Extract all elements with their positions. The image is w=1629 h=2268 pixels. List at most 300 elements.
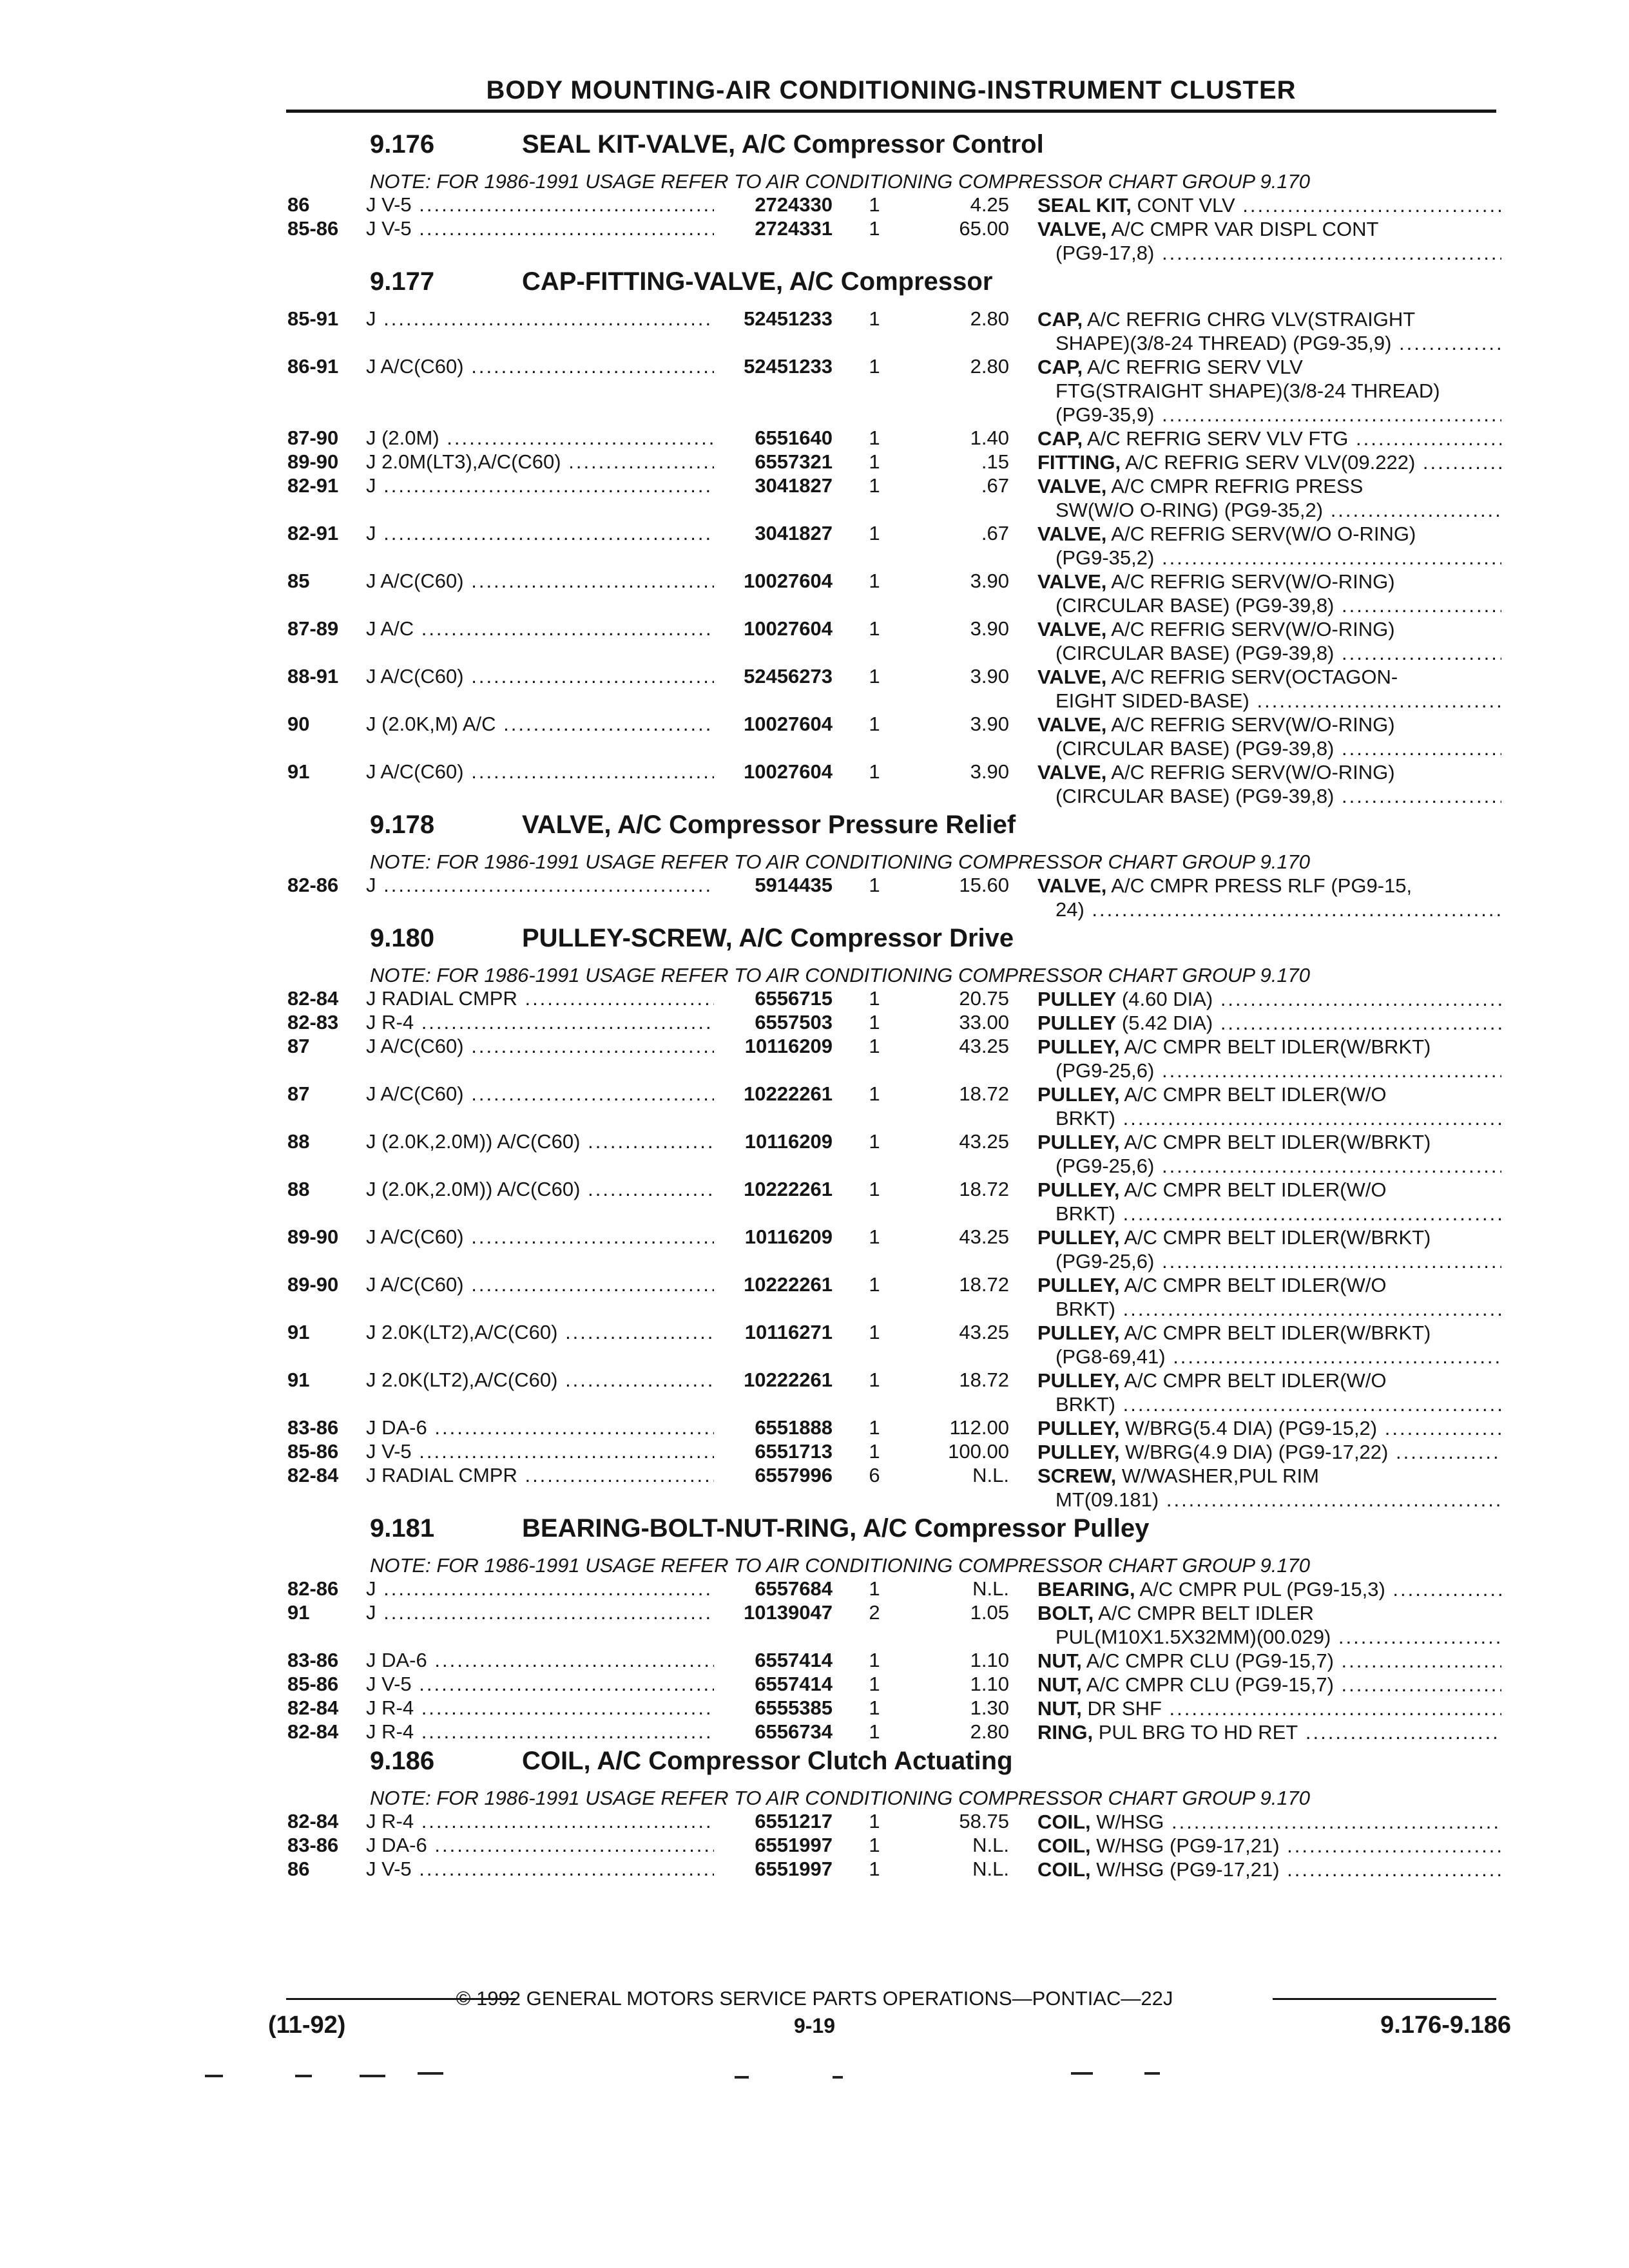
model-years: 83-86 xyxy=(287,1649,339,1671)
quantity: 1 xyxy=(869,1130,880,1153)
part-desc: W/BRG(5.4 DIA) (PG9-15,2) xyxy=(1125,1417,1378,1439)
part-row xyxy=(0,450,1629,474)
part-desc: A/C CMPR BELT IDLER(W/BRKT) xyxy=(1124,1035,1431,1058)
quantity: 1 xyxy=(869,1321,880,1343)
part-name: SEAL KIT, xyxy=(1037,194,1132,216)
model-years: 82-86 xyxy=(287,874,339,896)
description-line xyxy=(1037,617,1501,641)
description-line xyxy=(1037,1321,1501,1345)
part-row xyxy=(0,1178,1629,1225)
quantity: 1 xyxy=(869,355,880,378)
quantity: 1 xyxy=(869,1440,880,1463)
part-number: 10116209 xyxy=(744,1225,833,1248)
price: 3.90 xyxy=(970,665,1009,687)
section-note xyxy=(0,170,1629,193)
quantity: 1 xyxy=(869,760,880,783)
section-note xyxy=(0,850,1629,874)
part-desc: A/C CMPR CLU (PG9-15,7) xyxy=(1086,1673,1334,1696)
part-name: VALVE, xyxy=(1037,618,1107,640)
part-number: 10027604 xyxy=(744,570,833,592)
description xyxy=(1037,427,1501,450)
usage: J A/C(C60) ..... xyxy=(366,665,714,689)
model-years: 87-89 xyxy=(287,617,339,640)
part-row xyxy=(0,665,1629,713)
part-number: 6555385 xyxy=(755,1696,833,1719)
model-years: 89-90 xyxy=(287,450,339,473)
description-line xyxy=(1037,1440,1501,1464)
model-years: 83-86 xyxy=(287,1834,339,1856)
section-name: CAP-FITTING-VALVE, A/C Compressor xyxy=(522,267,993,296)
model-years: 86-91 xyxy=(287,355,339,378)
quantity: 1 xyxy=(869,1834,880,1856)
quantity: 1 xyxy=(869,665,880,687)
part-number: 6556734 xyxy=(755,1720,833,1743)
part-row xyxy=(0,1035,1629,1082)
part-number: 6557503 xyxy=(755,1011,833,1033)
description xyxy=(1037,1810,1501,1834)
price: 1.10 xyxy=(970,1673,1009,1695)
usage: J A/C(C60) ..... xyxy=(366,1035,714,1059)
note-text: NOTE: FOR 1986-1991 USAGE REFER TO AIR CONDITIONING COMPRESSOR CHART GROUP 9.170 xyxy=(370,964,1311,986)
usage: J V-5 ..... xyxy=(366,1858,714,1881)
part-desc: A/C CMPR PRESS RLF (PG9-15, xyxy=(1111,874,1412,897)
part-number: 10222261 xyxy=(744,1369,833,1391)
model-years: 85-91 xyxy=(287,307,339,330)
part-row xyxy=(0,1225,1629,1273)
description-continued: (PG9-35,2) ..... xyxy=(1037,546,1501,570)
model-years: 91 xyxy=(287,1601,310,1624)
model-years: 87 xyxy=(287,1082,310,1105)
description-line xyxy=(1037,427,1501,450)
quantity: 1 xyxy=(869,427,880,449)
usage: J A/C(C60) ..... xyxy=(366,355,714,379)
description-line xyxy=(1037,1673,1501,1696)
usage: J R-4 ..... xyxy=(366,1720,714,1744)
description-continued: FTG(STRAIGHT SHAPE)(3/8-24 THREAD) xyxy=(1055,380,1440,402)
price: 2.80 xyxy=(970,355,1009,378)
usage: J ..... xyxy=(366,1577,714,1601)
model-years: 87-90 xyxy=(287,427,339,449)
part-desc: PUL BRG TO HD RET xyxy=(1098,1721,1298,1744)
part-desc: W/BRG(4.9 DIA) (PG9-17,22) xyxy=(1125,1441,1389,1463)
quantity: 2 xyxy=(869,1601,880,1624)
quantity: 1 xyxy=(869,1273,880,1296)
description-line xyxy=(1037,760,1501,784)
usage: J A/C(C60) ..... xyxy=(366,570,714,593)
description-line xyxy=(1037,355,1501,379)
description xyxy=(1037,1130,1501,1178)
description-line xyxy=(1037,874,1501,898)
description xyxy=(1037,1577,1501,1601)
description-continued: MT(09.181) ..... xyxy=(1037,1488,1501,1512)
description xyxy=(1037,987,1501,1011)
part-row xyxy=(0,1464,1629,1512)
usage: J A/C(C60) ..... xyxy=(366,1225,714,1249)
part-number: 52451233 xyxy=(744,307,833,330)
quantity: 1 xyxy=(869,1416,880,1439)
part-name: FITTING, xyxy=(1037,451,1121,474)
part-row xyxy=(0,193,1629,217)
description-line xyxy=(1037,1082,1501,1106)
scan-mark xyxy=(1071,2072,1093,2075)
description-continued: (PG9-35,9) ..... xyxy=(1037,403,1501,427)
description-line xyxy=(1037,1225,1501,1249)
description-continued: BRKT) ..... xyxy=(1037,1106,1501,1130)
price: N.L. xyxy=(972,1834,1009,1856)
part-desc: A/C REFRIG SERV VLV xyxy=(1086,356,1303,378)
part-row xyxy=(0,427,1629,450)
part-name: VALVE, xyxy=(1037,666,1107,688)
scan-mark xyxy=(735,2076,749,2079)
model-years: 89-90 xyxy=(287,1273,339,1296)
parts-listing xyxy=(0,128,1629,1881)
model-years: 82-84 xyxy=(287,987,339,1010)
part-number: 10222261 xyxy=(744,1178,833,1200)
section-block xyxy=(0,808,1629,921)
part-name: VALVE, xyxy=(1037,475,1107,497)
description-line xyxy=(1037,1130,1501,1154)
part-row xyxy=(0,1601,1629,1649)
price: 3.90 xyxy=(970,570,1009,592)
part-row xyxy=(0,522,1629,570)
section-block xyxy=(0,1744,1629,1881)
section-number: 9.177 xyxy=(370,267,435,296)
usage: J V-5 ..... xyxy=(366,1440,714,1464)
section-title xyxy=(0,1512,1629,1554)
part-number: 52456273 xyxy=(744,665,833,687)
part-row xyxy=(0,987,1629,1011)
part-number: 52451233 xyxy=(744,355,833,378)
scan-mark xyxy=(418,2072,443,2075)
description-line xyxy=(1037,1720,1501,1744)
description-continued: 24) ..... xyxy=(1037,898,1501,921)
part-row xyxy=(0,1810,1629,1834)
description-line xyxy=(1037,1369,1501,1392)
part-row xyxy=(0,307,1629,355)
price: 2.80 xyxy=(970,1720,1009,1743)
description-continued: (CIRCULAR BASE) (PG9-39,8) ..... xyxy=(1037,593,1501,617)
part-name: PULLEY, xyxy=(1037,1083,1120,1106)
part-number: 2724331 xyxy=(755,217,833,240)
part-name: NUT, xyxy=(1037,1697,1082,1720)
note-text: NOTE: FOR 1986-1991 USAGE REFER TO AIR CONDITIONING COMPRESSOR CHART GROUP 9.170 xyxy=(370,170,1311,193)
description xyxy=(1037,760,1501,808)
part-name: COIL, xyxy=(1037,1834,1091,1857)
part-desc: A/C REFRIG SERV(W/O-RING) xyxy=(1111,618,1395,640)
part-desc: W/HSG xyxy=(1096,1811,1164,1833)
part-number: 10222261 xyxy=(744,1273,833,1296)
quantity: 1 xyxy=(869,1178,880,1200)
part-number: 6557414 xyxy=(755,1649,833,1671)
quantity: 1 xyxy=(869,1082,880,1105)
section-note xyxy=(0,964,1629,987)
description xyxy=(1037,1720,1501,1744)
usage: J DA-6 ..... xyxy=(366,1649,714,1673)
description xyxy=(1037,570,1501,617)
part-number: 10116209 xyxy=(744,1130,833,1153)
usage: J V-5 ..... xyxy=(366,193,714,217)
part-name: PULLEY xyxy=(1037,988,1117,1010)
price: 100.00 xyxy=(948,1440,1009,1463)
description-continued: (PG8-69,41) ..... xyxy=(1037,1345,1501,1369)
description-line xyxy=(1037,1696,1501,1720)
model-years: 88 xyxy=(287,1130,310,1153)
quantity: 1 xyxy=(869,1225,880,1248)
usage: J R-4 ..... xyxy=(366,1696,714,1720)
part-name: PULLEY, xyxy=(1037,1035,1120,1058)
part-row xyxy=(0,1082,1629,1130)
section-title xyxy=(0,1744,1629,1787)
part-name: VALVE, xyxy=(1037,218,1107,240)
quantity: 1 xyxy=(869,874,880,896)
description xyxy=(1037,1011,1501,1035)
part-number: 10116271 xyxy=(744,1321,833,1343)
usage: J A/C(C60) ..... xyxy=(366,1082,714,1106)
usage: J ..... xyxy=(366,522,714,546)
model-years: 89-90 xyxy=(287,1225,339,1248)
description-line xyxy=(1037,1273,1501,1297)
part-name: COIL, xyxy=(1037,1858,1091,1881)
price: N.L. xyxy=(972,1858,1009,1880)
description-continued: (CIRCULAR BASE) (PG9-39,8) ..... xyxy=(1037,784,1501,808)
part-number: 6551888 xyxy=(755,1416,833,1439)
part-name: VALVE, xyxy=(1037,523,1107,545)
part-number: 6551713 xyxy=(755,1440,833,1463)
part-row xyxy=(0,874,1629,921)
usage: J RADIAL CMPR ..... xyxy=(366,987,714,1011)
part-desc: A/C CMPR BELT IDLER(W/O xyxy=(1124,1369,1387,1392)
part-number: 6557321 xyxy=(755,450,833,473)
part-number: 3041827 xyxy=(755,474,833,497)
part-number: 5914435 xyxy=(755,874,833,896)
description xyxy=(1037,193,1501,217)
part-row xyxy=(0,1673,1629,1696)
part-name: VALVE, xyxy=(1037,874,1107,897)
usage: J 2.0K(LT2),A/C(C60) ..... xyxy=(366,1321,714,1345)
description xyxy=(1037,474,1501,522)
part-name: RING, xyxy=(1037,1721,1094,1744)
section-block xyxy=(0,921,1629,1512)
quantity: 1 xyxy=(869,987,880,1010)
quantity: 1 xyxy=(869,217,880,240)
usage: J (2.0M) ..... xyxy=(366,427,714,450)
scan-mark xyxy=(1144,2072,1160,2075)
section-title xyxy=(0,128,1629,170)
usage: J R-4 ..... xyxy=(366,1011,714,1035)
model-years: 83-86 xyxy=(287,1416,339,1439)
model-years: 91 xyxy=(287,1369,310,1391)
part-desc: W/HSG (PG9-17,21) xyxy=(1096,1834,1280,1857)
section-note xyxy=(0,1554,1629,1577)
quantity: 1 xyxy=(869,307,880,330)
quantity: 1 xyxy=(869,193,880,216)
section-note xyxy=(0,1787,1629,1810)
description-line xyxy=(1037,713,1501,736)
part-row xyxy=(0,217,1629,265)
part-name: CAP, xyxy=(1037,427,1083,450)
description xyxy=(1037,874,1501,921)
part-row xyxy=(0,1369,1629,1416)
description-line xyxy=(1037,1035,1501,1059)
quantity: 1 xyxy=(869,1369,880,1391)
part-name: VALVE, xyxy=(1037,713,1107,736)
usage: J DA-6 ..... xyxy=(366,1834,714,1858)
usage: J A/C(C60) ..... xyxy=(366,760,714,784)
description xyxy=(1037,713,1501,760)
part-row xyxy=(0,1440,1629,1464)
part-row xyxy=(0,1834,1629,1858)
description xyxy=(1037,450,1501,474)
model-years: 86 xyxy=(287,193,310,216)
part-desc: A/C CMPR CLU (PG9-15,7) xyxy=(1086,1649,1334,1672)
description-continued: (PG9-25,6) ..... xyxy=(1037,1249,1501,1273)
price: 43.25 xyxy=(959,1035,1009,1057)
part-name: CAP, xyxy=(1037,356,1083,378)
description xyxy=(1037,1440,1501,1464)
part-number: 6557414 xyxy=(755,1673,833,1695)
model-years: 82-84 xyxy=(287,1810,339,1832)
model-years: 87 xyxy=(287,1035,310,1057)
section-number: 9.176 xyxy=(370,130,435,159)
usage: J ..... xyxy=(366,474,714,498)
page-header: BODY MOUNTING-AIR CONDITIONING-INSTRUMENT CLUSTER xyxy=(486,76,1296,104)
model-years: 85 xyxy=(287,570,310,592)
part-row xyxy=(0,1130,1629,1178)
usage: J A/C(C60) ..... xyxy=(366,1273,714,1297)
description-line xyxy=(1037,522,1501,546)
note-text: NOTE: FOR 1986-1991 USAGE REFER TO AIR CONDITIONING COMPRESSOR CHART GROUP 9.170 xyxy=(370,1787,1311,1809)
part-desc: A/C REFRIG SERV(OCTAGON- xyxy=(1111,666,1398,688)
description-line xyxy=(1037,1810,1501,1834)
description-line xyxy=(1037,570,1501,593)
part-number: 6557996 xyxy=(755,1464,833,1486)
part-desc: A/C CMPR VAR DISPL CONT xyxy=(1111,218,1379,240)
footer-rule-right xyxy=(1273,1998,1496,2000)
description xyxy=(1037,1858,1501,1881)
description xyxy=(1037,1649,1501,1673)
section-number: 9.180 xyxy=(370,924,435,952)
part-name: PULLEY xyxy=(1037,1012,1117,1034)
part-number: 6557684 xyxy=(755,1577,833,1600)
part-row xyxy=(0,1321,1629,1369)
section-name: PULLEY-SCREW, A/C Compressor Drive xyxy=(522,924,1014,952)
description-continued: BRKT) ..... xyxy=(1037,1297,1501,1321)
usage: J DA-6 ..... xyxy=(366,1416,714,1440)
quantity: 1 xyxy=(869,1858,880,1880)
price: 58.75 xyxy=(959,1810,1009,1832)
section-name: BEARING-BOLT-NUT-RING, A/C Compressor Pulley xyxy=(522,1514,1150,1542)
part-desc: A/C CMPR BELT IDLER(W/BRKT) xyxy=(1124,1321,1431,1344)
part-desc: A/C REFRIG SERV VLV(09.222) xyxy=(1125,451,1416,474)
price: .67 xyxy=(981,474,1009,497)
part-desc: DR SHF xyxy=(1087,1697,1162,1720)
part-number: 6551217 xyxy=(755,1810,833,1832)
price: 1.40 xyxy=(970,427,1009,449)
model-years: 82-84 xyxy=(287,1720,339,1743)
quantity: 1 xyxy=(869,450,880,473)
description xyxy=(1037,217,1501,265)
model-years: 82-91 xyxy=(287,474,339,497)
part-number: 6551997 xyxy=(755,1834,833,1856)
description-continued: BRKT) ..... xyxy=(1037,1202,1501,1225)
usage: J (2.0K,2.0M)) A/C(C60) ..... xyxy=(366,1130,714,1154)
description xyxy=(1037,1696,1501,1720)
model-years: 91 xyxy=(287,1321,310,1343)
model-years: 82-84 xyxy=(287,1696,339,1719)
usage: J 2.0M(LT3),A/C(C60) ..... xyxy=(366,450,714,474)
description-line xyxy=(1037,217,1501,241)
description-line xyxy=(1037,1601,1501,1625)
model-years: 85-86 xyxy=(287,1673,339,1695)
part-name: PULLEY, xyxy=(1037,1226,1120,1249)
price: 4.25 xyxy=(970,193,1009,216)
usage: J V-5 ..... xyxy=(366,217,714,241)
part-desc: A/C REFRIG SERV VLV FTG xyxy=(1086,427,1349,450)
section-name: SEAL KIT-VALVE, A/C Compressor Control xyxy=(522,130,1044,159)
scan-mark xyxy=(295,2075,312,2077)
description-line xyxy=(1037,987,1501,1011)
part-number: 6551997 xyxy=(755,1858,833,1880)
description xyxy=(1037,617,1501,665)
usage: J ..... xyxy=(366,1601,714,1625)
model-years: 88 xyxy=(287,1178,310,1200)
part-name: CAP, xyxy=(1037,308,1083,331)
part-desc: A/C REFRIG SERV(W/O-RING) xyxy=(1111,570,1395,593)
part-number: 2724330 xyxy=(755,193,833,216)
price: 1.10 xyxy=(970,1649,1009,1671)
description xyxy=(1037,522,1501,570)
description-line xyxy=(1037,474,1501,498)
quantity: 1 xyxy=(869,713,880,735)
quantity: 1 xyxy=(869,1696,880,1719)
scan-mark xyxy=(833,2076,843,2079)
quantity: 1 xyxy=(869,1035,880,1057)
description xyxy=(1037,1601,1501,1649)
description-line xyxy=(1037,307,1501,331)
price: 2.80 xyxy=(970,307,1009,330)
section-number: 9.186 xyxy=(370,1747,435,1775)
section-block xyxy=(0,265,1629,808)
usage: J (2.0K,2.0M)) A/C(C60) ..... xyxy=(366,1178,714,1202)
part-name: VALVE, xyxy=(1037,570,1107,593)
section-number: 9.178 xyxy=(370,811,435,839)
model-years: 82-83 xyxy=(287,1011,339,1033)
description xyxy=(1037,665,1501,713)
part-row xyxy=(0,1858,1629,1881)
part-name: PULLEY, xyxy=(1037,1417,1120,1439)
part-number: 10116209 xyxy=(744,1035,833,1057)
description xyxy=(1037,1416,1501,1440)
quantity: 1 xyxy=(869,1673,880,1695)
part-row xyxy=(0,1577,1629,1601)
usage: J ..... xyxy=(366,874,714,898)
part-number: 10027604 xyxy=(744,760,833,783)
price: 112.00 xyxy=(949,1416,1009,1439)
description-continued: SHAPE)(3/8-24 THREAD) (PG9-35,9) ..... xyxy=(1037,331,1501,355)
part-desc: CONT VLV xyxy=(1137,194,1235,216)
quantity: 1 xyxy=(869,474,880,497)
part-desc: A/C REFRIG SERV(W/O O-RING) xyxy=(1111,523,1416,545)
section-title xyxy=(0,808,1629,850)
footer-page-number: 9-19 xyxy=(793,2014,836,2037)
description-continued: (PG9-25,6) ..... xyxy=(1037,1154,1501,1178)
section-title xyxy=(0,921,1629,964)
description-continued: (CIRCULAR BASE) (PG9-39,8) ..... xyxy=(1037,641,1501,665)
section-block xyxy=(0,1512,1629,1744)
description xyxy=(1037,1369,1501,1416)
description xyxy=(1037,1035,1501,1082)
part-desc: A/C CMPR BELT IDLER xyxy=(1098,1602,1314,1624)
